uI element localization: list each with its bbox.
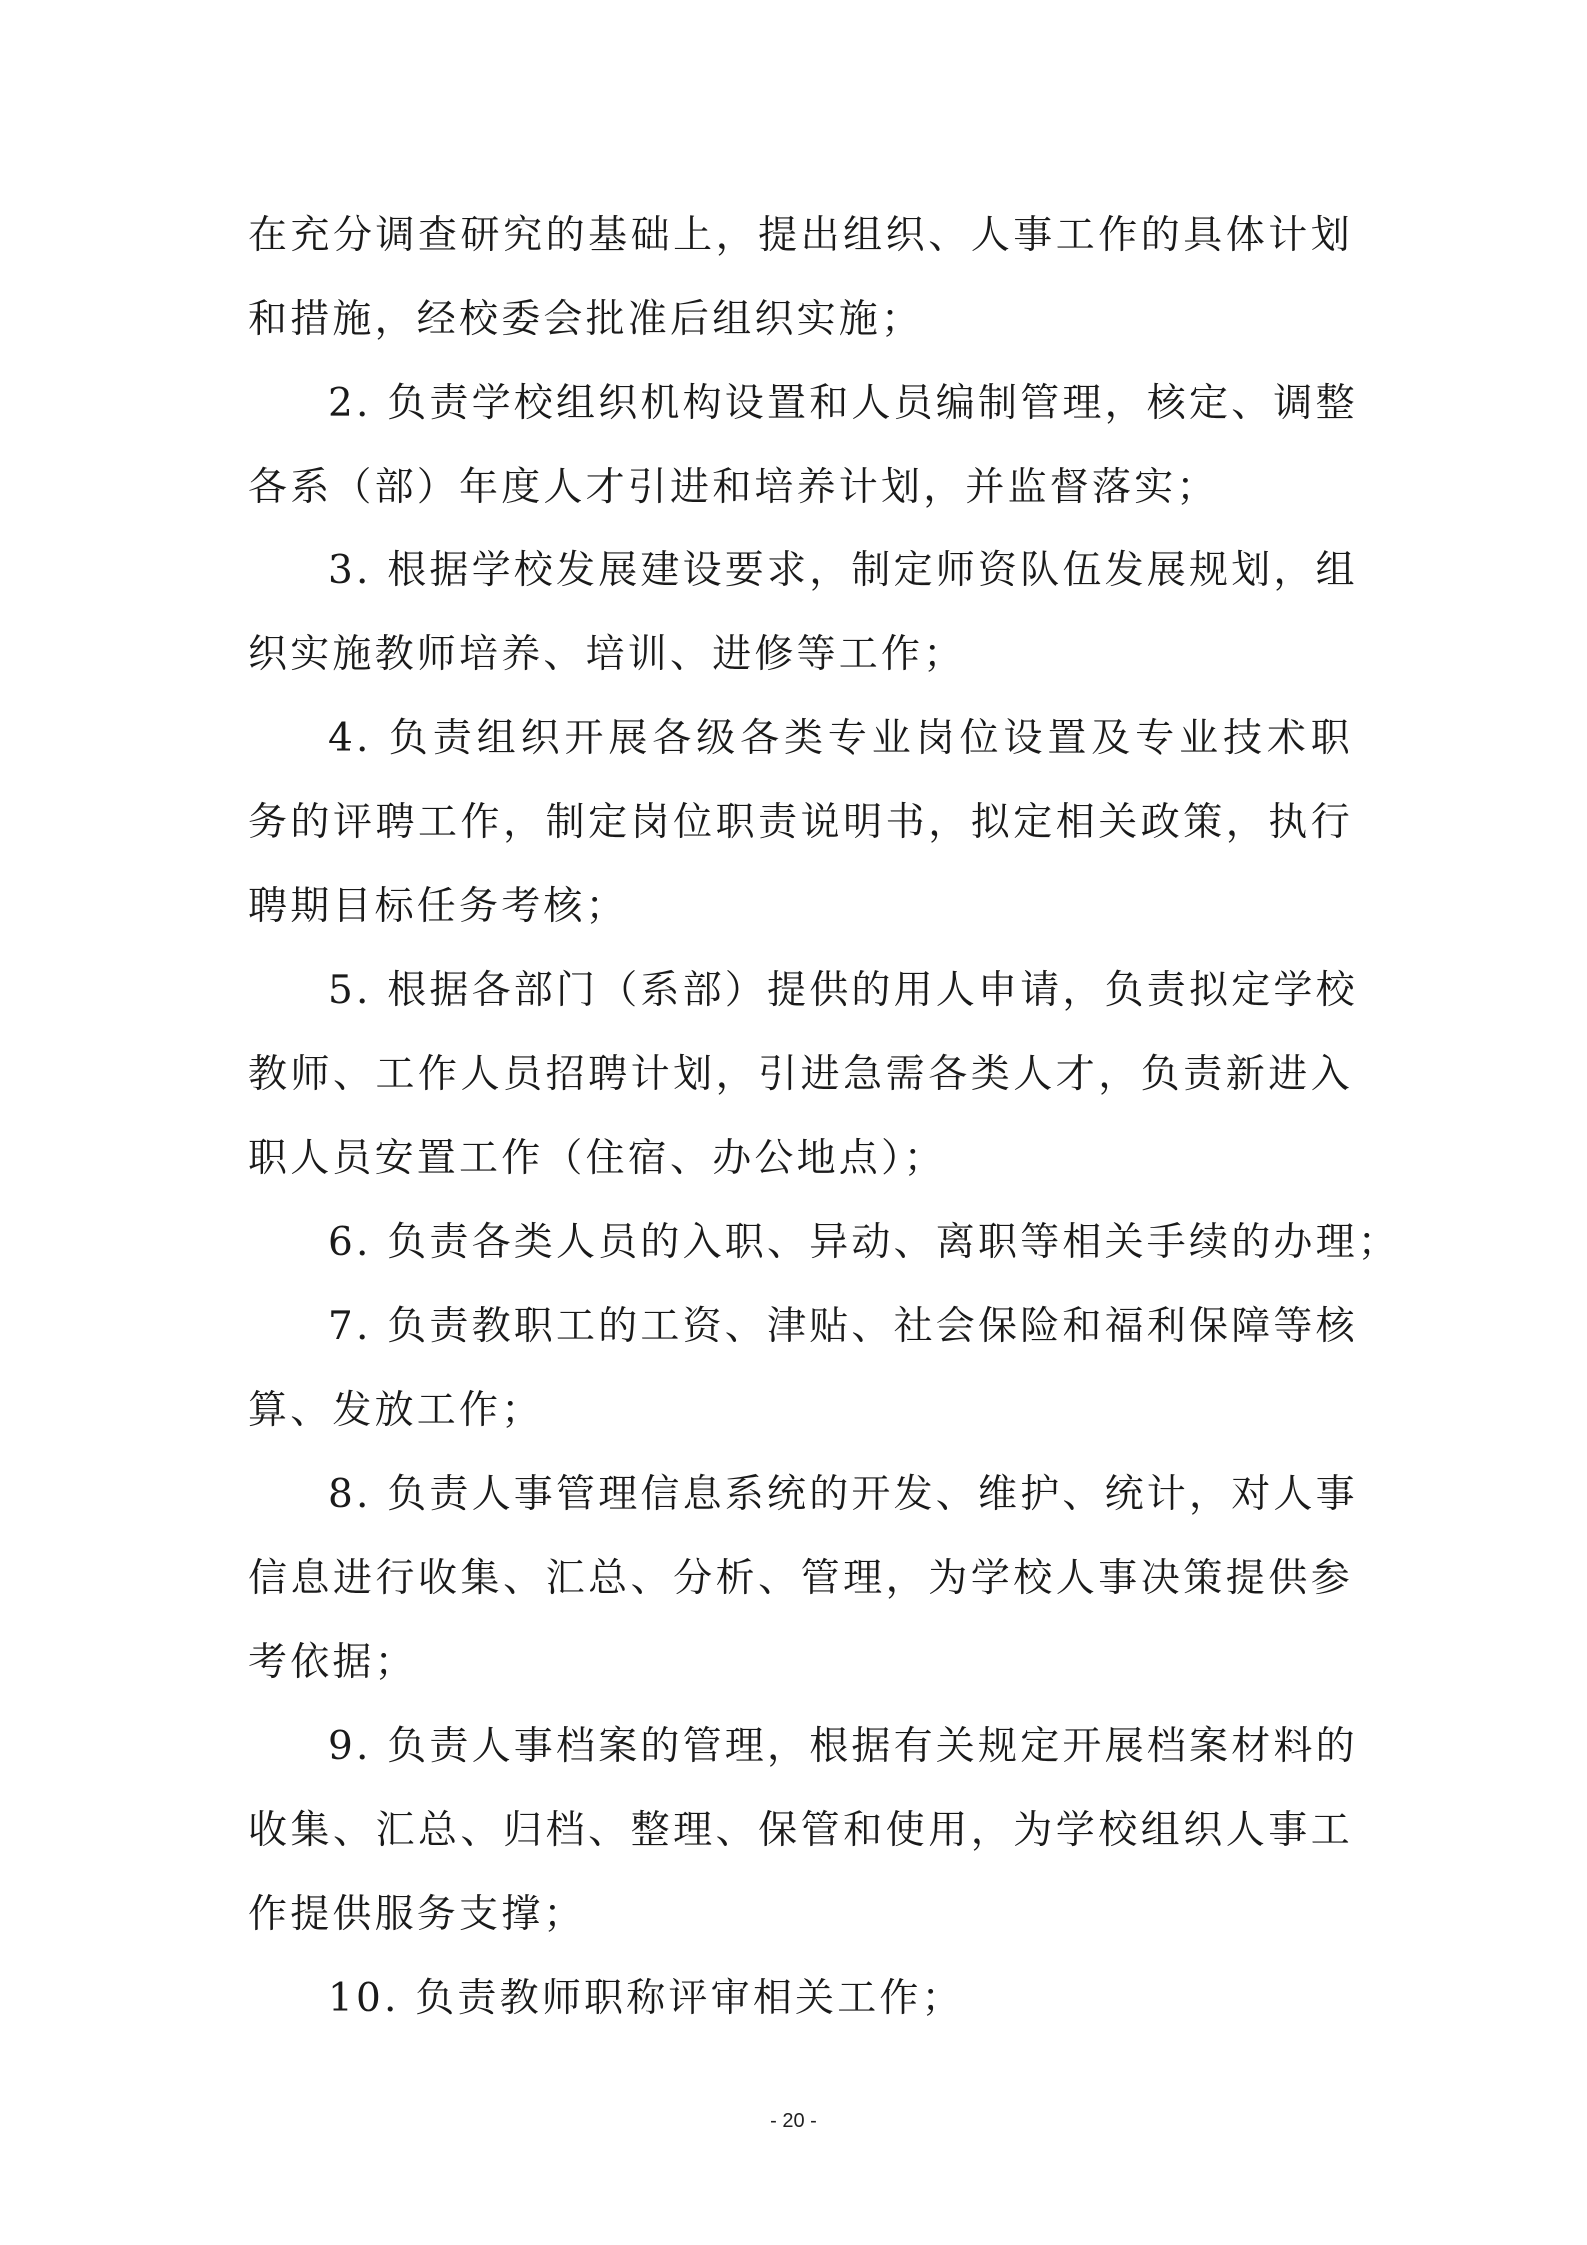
text-line: 在充分调查研究的基础上，提出组织、人事工作的具体计划 [248,213,1353,258]
list-item-6-line-1: 6. 负责各类人员的入职、异动、离职等相关手续的办理； [328,1220,1401,1265]
list-item-7-line-2: 算、发放工作； [248,1388,544,1433]
list-item-9-line-3: 作提供服务支撑； [248,1892,586,1937]
list-item-2-line-2: 各系（部）年度人才引进和培养计划，并监督落实； [248,465,1219,510]
list-item-5-line-1: 5. 根据各部门（系部）提供的用人申请，负责拟定学校 [328,968,1358,1013]
list-item-9-line-1: 9. 负责人事档案的管理，根据有关规定开展档案材料的 [328,1724,1358,1769]
list-item-8-line-3: 考依据； [248,1640,417,1685]
list-item-4-line-3: 聘期目标任务考核； [248,884,628,929]
list-item-5-line-2: 教师、工作人员招聘计划，引进急需各类人才，负责新进入 [248,1052,1353,1097]
list-item-4-line-1: 4. 负责组织开展各级各类专业岗位设置及专业技术职 [328,716,1353,761]
list-item-5-line-3: 职人员安置工作（住宿、办公地点）； [248,1136,946,1181]
list-item-10-line-1: 10. 负责教师职称评审相关工作； [328,1976,964,2021]
list-item-8-line-2: 信息进行收集、汇总、分析、管理，为学校人事决策提供参 [248,1556,1353,1601]
page-number: - 20 - [770,2110,817,2132]
list-item-3-line-1: 3. 根据学校发展建设要求，制定师资队伍发展规划，组 [328,548,1358,593]
list-item-9-line-2: 收集、汇总、归档、整理、保管和使用，为学校组织人事工 [248,1808,1353,1853]
list-item-3-line-2: 织实施教师培养、培训、进修等工作； [248,632,966,677]
list-item-8-line-1: 8. 负责人事管理信息系统的开发、维护、统计，对人事 [328,1472,1358,1517]
text-line: 和措施，经校委会批准后组织实施； [248,297,924,342]
list-item-2-line-1: 2. 负责学校组织机构设置和人员编制管理，核定、调整 [328,381,1358,426]
list-item-7-line-1: 7. 负责教职工的工资、津贴、社会保险和福利保障等核 [328,1304,1358,1349]
list-item-4-line-2: 务的评聘工作，制定岗位职责说明书，拟定相关政策，执行 [248,800,1353,845]
